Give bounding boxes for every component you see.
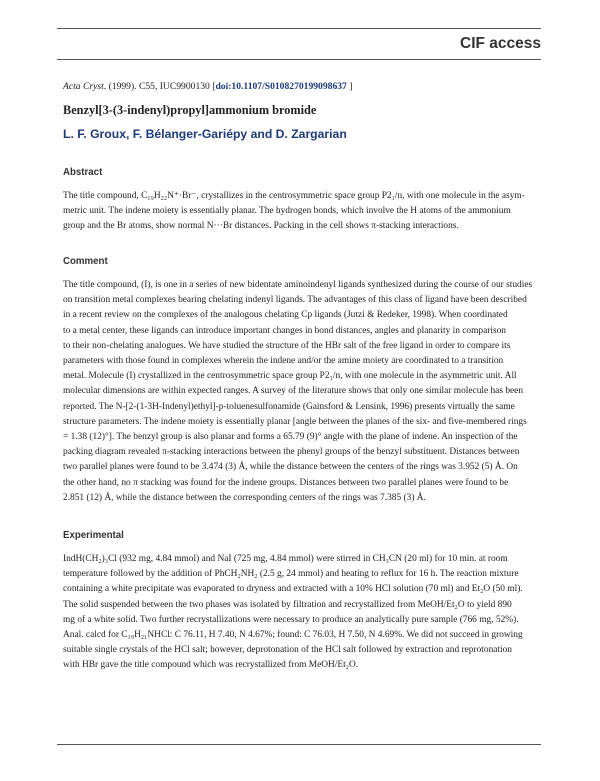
doi-link[interactable]: doi:10.1107/S0108270199098637 [215, 81, 347, 92]
header-top-rule [57, 28, 541, 29]
text-line: molecular dimensions are within expected ranges. A survey of the literature shows that only one similar molecule has been [63, 386, 524, 397]
citation-details: . (1999). C55, IUC9900130 [ [103, 81, 216, 92]
comment-heading: Comment [63, 256, 108, 267]
text-line: metal. Molecule (I) crystallized in the centrosymmetric space group P2₁/n, with one molecule in the asymmetric unit. All [63, 371, 517, 382]
text-line: packing diagram revealed π-stacking interactions between the phenyl groups of the benzyl substituent. Distances between [63, 447, 520, 458]
text-line: the other hand, no π stacking was found for the indene groups. Distances between two parallel planes were found to be [63, 477, 509, 488]
citation-line [63, 81, 352, 92]
abstract-text [63, 189, 539, 235]
text-line: with HBr gave the title compound which was recrystallized from MeOH/Et₂O. [63, 660, 359, 671]
author-list[interactable]: L. F. Groux, F. Bélanger-Gariépy and D. Zargarian [63, 127, 347, 141]
text-line: structure parameters. The indene moiety is essentially planar [angle between the planes of the six- and five-membered rings [63, 416, 527, 427]
text-line: = 1.38 (12)°]. The benzyl group is also planar and forms a 65.79 (9)° angle with the plane of indene. An inspection of the [63, 432, 518, 443]
text-line: containing a white precipitate was evaporated to dryness and extracted with a 10% HCl solution (70 ml) and Et₂O (50 ml). [63, 584, 523, 595]
text-line: metric unit. The indene moiety is essentially planar. The hydrogen bonds, which involve the H atoms of the ammonium [63, 206, 511, 217]
paper-title: Benzyl[3-(3-indenyl)propyl]ammonium bromide [63, 103, 317, 117]
text-line: IndH(CH₂)₃Cl (932 mg, 4.84 mmol) and NaI (725 mg, 4.84 mmol) were stirred in CH₃CN (20 ml) for 10 min. at room [63, 554, 508, 564]
text-line: reported. The N-[2-(1-3H-Indenyl)ethyl]-p-toluenesulfonamide (Gainsford & Lensink, 1996) presents virtually the same [63, 401, 515, 412]
header-bottom-rule [57, 59, 541, 60]
text-line: in a recent review on the complexes of the analogous chelating Cp ligands (Jutzi & Redeker, 1998). When coordinated [63, 310, 508, 321]
comment-text [63, 278, 539, 506]
text-line: 2.851 (12) Å, while the distance between the corresponding centers of the rings was 7.385 (3) Å. [63, 492, 426, 503]
text-line: parameters with those found in complexes wherein the indene and/or the amine moiety are coordinated to a transition [63, 356, 504, 367]
text-line: The title compound, C₁₉H₂₂N⁺·Br⁻, crystallizes in the centrosymmetric space group P2₁/n, with one molecule in the asym- [63, 191, 525, 201]
journal-name: Acta Cryst [63, 81, 104, 92]
experimental-text [63, 552, 539, 674]
text-line: group and the Br atoms, show normal N···Br distances. Packing in the cell shows π-stacking interactions. [63, 221, 459, 232]
citation-close: ] [346, 81, 353, 92]
abstract-heading: Abstract [63, 167, 103, 178]
experimental-heading: Experimental [63, 530, 124, 541]
cif-access-brand: CIF access [460, 35, 541, 52]
text-line: on transition metal complexes bearing chelating indenyl ligands. The advantages of this class of ligand have been described [63, 295, 527, 306]
text-line: to a metal center, these ligands can introduce important changes in bond distances, angles and planarity in comparison [63, 325, 506, 336]
text-line: temperature followed by the addition of PhCH₂NH₂ (2.5 g, 24 mmol) and heating to reflux for 16 h. The reaction mixture [63, 569, 519, 580]
text-line: two parallel planes were found to be 3.474 (3) Å, while the distance between the centers of the rings was 3.952 (5) Å. On [63, 462, 518, 473]
text-line: The solid suspended between the two phases was isolated by filtration and recrystallized from MeOH/Et₂O to yield 890 [63, 599, 512, 610]
text-line: Anal. calcd for C₁₉H₂₁NHCl: C 76.11, H 7.40, N 4.67%; found: C 76.03, H 7.50, N 4.69%. We did not succeed in growing [63, 630, 523, 641]
text-line: mg of a white solid. Two further recrystallizations were necessary to produce an analytically pure sample (766 mg, 52%). [63, 614, 519, 625]
text-line: The title compound, (I), is one in a series of new bidentate aminoindenyl ligands synthesized during the course of our studies [63, 280, 533, 290]
footer-rule [57, 744, 541, 745]
text-line: to their non-chelating analogues. We have studied the structure of the HBr salt of the free ligand in order to compare its [63, 340, 511, 351]
text-line: suitable single crystals of the HCl salt; however, deprotonation of the HCl salt followed by extraction and reprotonation [63, 645, 512, 656]
